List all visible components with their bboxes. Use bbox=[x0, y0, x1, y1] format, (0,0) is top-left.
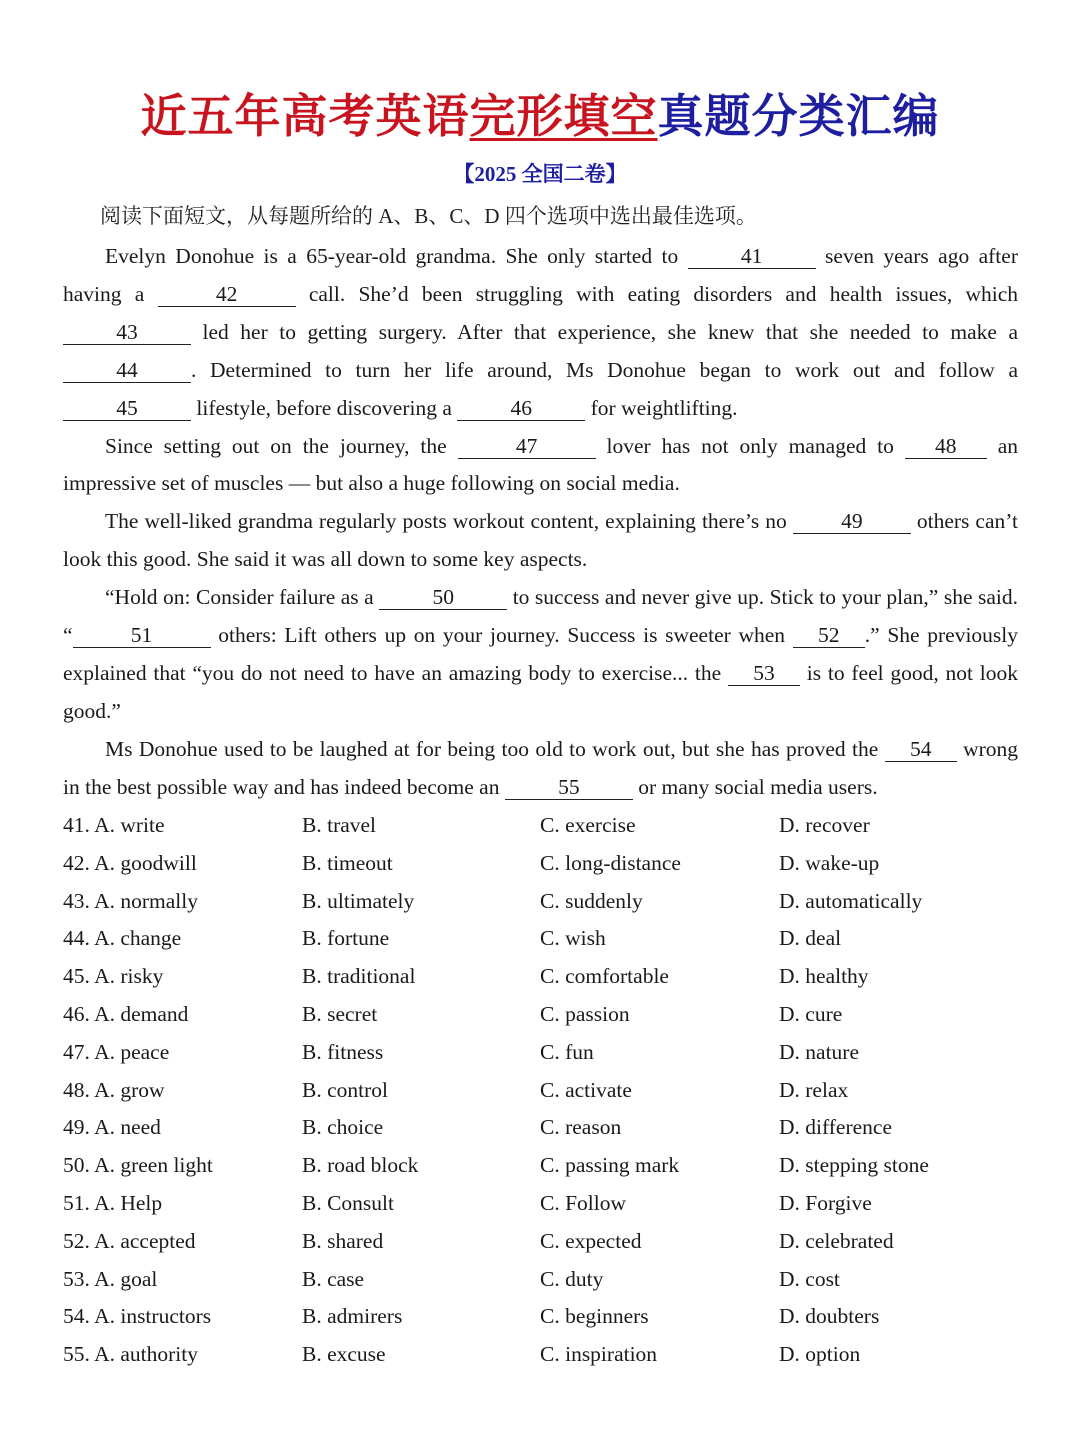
option-row-55 bbox=[63, 1336, 1023, 1374]
option-row-54 bbox=[63, 1298, 1023, 1336]
option-d: D. Forgive bbox=[779, 1190, 872, 1215]
option-a: 44. A. change bbox=[63, 926, 182, 951]
blank-53: 53 bbox=[728, 661, 800, 686]
option-a: 41. A. write bbox=[63, 813, 165, 837]
option-c: C. passion bbox=[540, 1001, 630, 1026]
blank-46: 46 bbox=[457, 396, 585, 421]
option-b: B. traditional bbox=[302, 964, 416, 989]
paragraph-1 bbox=[63, 238, 1018, 428]
title-part-1: 近五年高考英语 bbox=[140, 89, 470, 143]
text-segment: Evelyn Donohue is a 65-year-old grandma. She only started to bbox=[105, 244, 679, 268]
blank-43: 43 bbox=[63, 320, 191, 345]
option-b: B. choice bbox=[302, 1115, 384, 1140]
paragraph-4 bbox=[63, 579, 1018, 731]
blank-44: 44 bbox=[63, 358, 191, 383]
option-a: 47. A. peace bbox=[63, 1039, 170, 1064]
option-d: D. cost bbox=[779, 1266, 840, 1291]
option-row-43 bbox=[63, 883, 1023, 921]
option-d: D. relax bbox=[779, 1077, 849, 1102]
option-c: C. exercise bbox=[540, 813, 636, 837]
option-c: C. suddenly bbox=[540, 888, 643, 913]
option-c: C. long-distance bbox=[540, 850, 681, 875]
page-title bbox=[0, 80, 1080, 146]
title-part-2: 完形填空 bbox=[469, 89, 658, 143]
title-part-3: 真题分类汇编 bbox=[657, 89, 940, 143]
option-c: C. inspiration bbox=[540, 1342, 658, 1367]
blank-45: 45 bbox=[63, 396, 191, 421]
option-c: C. duty bbox=[540, 1266, 604, 1291]
option-a: 54. A. instructors bbox=[63, 1304, 212, 1329]
option-b: B. Consult bbox=[302, 1190, 394, 1215]
text-segment: . Determined to turn her life around, Ms Donohue began to work out and follow a bbox=[191, 357, 1018, 382]
option-b: B. fitness bbox=[302, 1039, 384, 1064]
text-segment: to success and never give up. Stick to your plan,” she said. “ bbox=[63, 585, 1018, 648]
blank-49: 49 bbox=[793, 509, 911, 534]
option-a: 42. A. goodwill bbox=[63, 850, 197, 875]
option-c: C. beginners bbox=[540, 1304, 649, 1329]
option-b: B. timeout bbox=[302, 850, 393, 875]
exam-subtitle: 【2025 全国二卷】 bbox=[453, 162, 627, 186]
option-a: 45. A. risky bbox=[63, 964, 164, 989]
text-segment: call. She’d been struggling with eating disorders and health issues, which bbox=[308, 281, 1019, 306]
blank-48: 48 bbox=[905, 434, 987, 459]
text-segment: is to feel good, not look good.” bbox=[63, 660, 1018, 723]
option-d: D. deal bbox=[779, 926, 842, 951]
blank-41: 41 bbox=[688, 244, 816, 269]
text-segment: Ms Donohue used to be laughed at for being too old to work out, but she has proved the bbox=[105, 736, 879, 761]
option-d: D. healthy bbox=[779, 964, 869, 989]
option-row-53 bbox=[63, 1261, 1023, 1299]
option-a: 55. A. authority bbox=[63, 1342, 198, 1367]
blank-52: 52 bbox=[793, 623, 865, 648]
option-c: C. fun bbox=[540, 1039, 594, 1064]
option-d: D. difference bbox=[779, 1115, 893, 1140]
option-a: 48. A. grow bbox=[63, 1077, 165, 1102]
text-segment: .” She previously explained that “you do not need to have an amazing body to exercise... the bbox=[63, 623, 1019, 685]
option-c: C. wish bbox=[540, 926, 606, 951]
option-row-52 bbox=[63, 1223, 1023, 1261]
text-segment: wrong in the best possible way and has indeed become an bbox=[63, 736, 1019, 799]
option-a: 49. A. need bbox=[63, 1115, 161, 1140]
option-d: D. cure bbox=[779, 1001, 843, 1026]
option-row-51 bbox=[63, 1185, 1023, 1223]
option-c: C. reason bbox=[540, 1115, 622, 1140]
option-c: C. passing mark bbox=[540, 1153, 680, 1178]
option-d: D. automatically bbox=[779, 888, 923, 913]
answer-options bbox=[63, 807, 1023, 1374]
option-d: D. wake-up bbox=[779, 850, 880, 875]
option-b: B. ultimately bbox=[302, 888, 415, 913]
option-c: C. expected bbox=[540, 1228, 642, 1253]
blank-50: 50 bbox=[379, 585, 507, 610]
cloze-passage bbox=[63, 238, 1018, 807]
option-c: C. comfortable bbox=[540, 964, 669, 989]
text-segment: “Hold on: Consider failure as a bbox=[105, 585, 374, 610]
option-row-45 bbox=[63, 958, 1023, 996]
text-segment: or many social media users. bbox=[638, 774, 878, 799]
option-d: D. doubters bbox=[779, 1304, 880, 1329]
option-c: C. activate bbox=[540, 1077, 632, 1102]
text-segment: led her to getting surgery. After that experience, she knew that she needed to make a bbox=[202, 319, 1019, 344]
paragraph-5 bbox=[63, 731, 1018, 807]
text-segment: an impressive set of muscles — but also a huge following on social media. bbox=[63, 433, 1018, 496]
option-d: D. recover bbox=[779, 813, 870, 837]
text-segment: others can’t look this good. She said it was all down to some key aspects. bbox=[63, 509, 1018, 572]
option-b: B. excuse bbox=[302, 1342, 386, 1367]
text-segment: lover has not only managed to bbox=[606, 433, 894, 458]
option-b: B. travel bbox=[302, 813, 377, 837]
option-c: C. Follow bbox=[540, 1190, 627, 1215]
paragraph-3 bbox=[63, 503, 1018, 579]
text-segment: The well-liked grandma regularly posts workout content, explaining there’s no bbox=[105, 509, 787, 534]
option-a: 51. A. Help bbox=[63, 1190, 163, 1215]
option-row-50 bbox=[63, 1147, 1023, 1185]
text-segment: lifestyle, before discovering a bbox=[196, 395, 452, 420]
blank-51: 51 bbox=[73, 623, 211, 648]
option-b: B. road block bbox=[302, 1153, 419, 1178]
instruction-text: 阅读下面短文，从每题所给的 A、B、C、D 四个选项中选出最佳选项。 bbox=[100, 204, 757, 228]
option-d: D. nature bbox=[779, 1039, 859, 1064]
option-a: 53. A. goal bbox=[63, 1266, 158, 1291]
paragraph-2 bbox=[63, 428, 1018, 504]
option-d: D. option bbox=[779, 1342, 861, 1367]
blank-47: 47 bbox=[458, 434, 596, 459]
option-d: D. celebrated bbox=[779, 1228, 894, 1253]
option-b: B. secret bbox=[302, 1001, 378, 1026]
option-d: D. stepping stone bbox=[779, 1153, 929, 1178]
option-row-41 bbox=[63, 807, 1023, 845]
option-a: 43. A. normally bbox=[63, 888, 198, 913]
option-row-44 bbox=[63, 920, 1023, 958]
option-row-42 bbox=[63, 845, 1023, 883]
option-b: B. control bbox=[302, 1077, 388, 1102]
text-segment: for weightlifting. bbox=[590, 395, 738, 420]
option-a: 52. A. accepted bbox=[63, 1228, 196, 1253]
option-row-49 bbox=[63, 1109, 1023, 1147]
blank-42: 42 bbox=[158, 282, 296, 307]
text-segment: Since setting out on the journey, the bbox=[105, 433, 447, 458]
option-b: B. shared bbox=[302, 1228, 384, 1253]
option-row-47 bbox=[63, 1034, 1023, 1072]
option-a: 46. A. demand bbox=[63, 1001, 189, 1026]
option-b: B. fortune bbox=[302, 926, 390, 951]
blank-54: 54 bbox=[885, 737, 957, 762]
option-b: B. admirers bbox=[302, 1304, 403, 1329]
text-segment: others: Lift others up on your journey. Success is sweeter when bbox=[218, 623, 786, 648]
option-b: B. case bbox=[302, 1266, 365, 1291]
option-row-48 bbox=[63, 1072, 1023, 1110]
option-row-46 bbox=[63, 996, 1023, 1034]
blank-55: 55 bbox=[505, 775, 633, 800]
option-a: 50. A. green light bbox=[63, 1153, 213, 1178]
text-segment: seven years ago after having a bbox=[63, 244, 1018, 306]
